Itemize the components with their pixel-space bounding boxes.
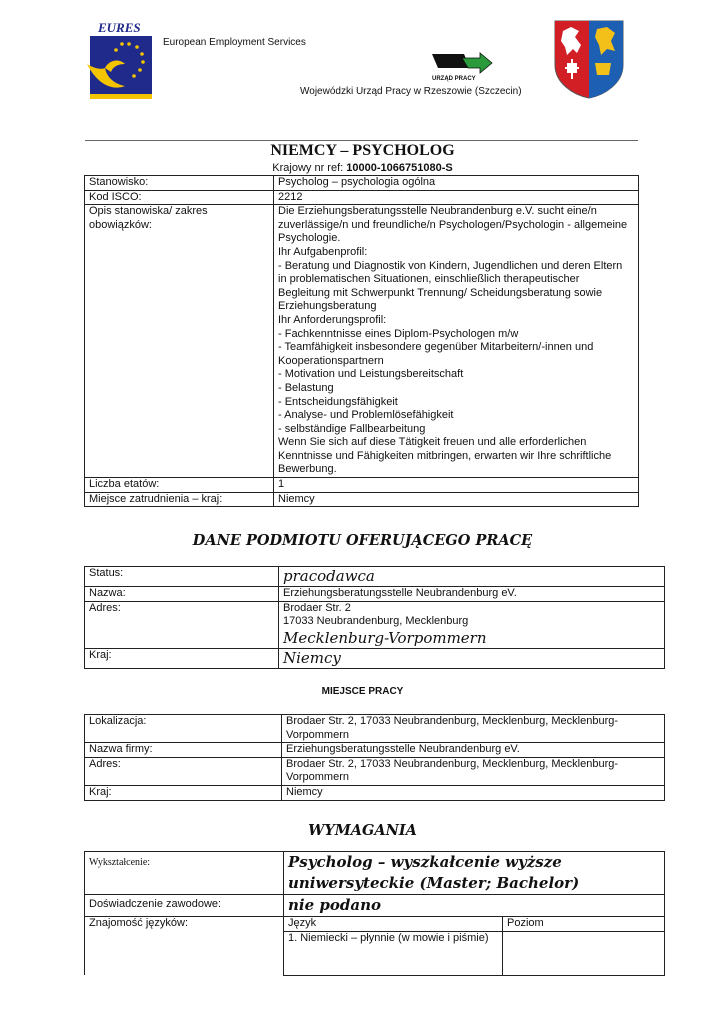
urzad-logo-text: URZĄD PRACY xyxy=(432,76,476,82)
requirements-heading: WYMAGANIA xyxy=(308,822,417,839)
label-cell: Kod ISCO: xyxy=(85,190,274,205)
description-line: - Teamfähigkeit insbesondere gegenüber Mitarbeitern/-innen und xyxy=(278,341,594,354)
workplace-heading: MIEJSCE PRACY xyxy=(321,686,404,697)
value-cell: Niemcy xyxy=(274,492,639,507)
description-line: Wenn Sie sich auf diese Tätigkeit freuen und alle erforderlichen xyxy=(278,436,587,449)
value-cell: Niemcy xyxy=(282,785,665,800)
label-cell: Stanowisko: xyxy=(85,176,274,191)
label-cell: Doświadczenie zawodowe: xyxy=(85,895,284,917)
description-cell xyxy=(274,205,639,478)
address-region: Mecklenburg-Vorpommern xyxy=(283,628,487,647)
office-name: Wojewódzki Urząd Pracy w Rzeszowie (Szczecin) xyxy=(300,86,522,97)
employer-table xyxy=(84,566,665,669)
table-row xyxy=(85,895,665,917)
description-line: - Belastung xyxy=(278,381,334,394)
description-line: Erziehungsberatung xyxy=(278,300,377,313)
label-cell: Znajomość języków: xyxy=(85,917,284,976)
description-line: in problematischen Situationen, einschließlich therapeutischer xyxy=(278,273,580,286)
header-divider xyxy=(85,140,638,141)
value-cell: 2212 xyxy=(274,190,639,205)
table-row xyxy=(85,648,665,668)
value-cell: Brodaer Str. 2, 17033 Neubrandenburg, Mecklenburg, Mecklenburg-Vorpommern xyxy=(282,715,665,743)
table-row xyxy=(85,917,665,932)
language-column-header: Język xyxy=(284,917,503,932)
table-row xyxy=(85,785,665,800)
label-cell: Kraj: xyxy=(85,648,279,668)
table-row xyxy=(85,176,639,191)
description-label-line: obowiązków: xyxy=(89,218,152,231)
description-label-line: Opis stanowiska/ zakres xyxy=(89,205,208,218)
table-row xyxy=(85,743,665,758)
description-line: Kooperationspartnern xyxy=(278,354,384,367)
coat-of-arms xyxy=(553,19,625,99)
table-row xyxy=(85,205,639,478)
table-row xyxy=(85,757,665,785)
value-cell: Brodaer Str. 2, 17033 Neubrandenburg, Mecklenburg, Mecklenburg-Vorpommern xyxy=(282,757,665,785)
urzad-pracy-logo xyxy=(428,50,494,86)
eures-tagline: European Employment Services xyxy=(163,37,306,48)
level-column-header: Poziom xyxy=(503,917,665,932)
label-cell: Nazwa: xyxy=(85,587,279,602)
label-cell: Miejsce zatrudnienia – kraj: xyxy=(85,492,274,507)
table-row xyxy=(85,601,665,648)
description-line: - Fachkenntnisse eines Diplom-Psychologen m/w xyxy=(278,327,519,340)
table-row xyxy=(85,587,665,602)
language-cell: 1. Niemiecki – płynnie (w mowie i piśmie) xyxy=(284,931,503,975)
address-line: 17033 Neubrandenburg, Mecklenburg xyxy=(283,615,469,628)
label-cell: Kraj: xyxy=(85,785,282,800)
description-line: Ihr Aufgabenprofil: xyxy=(278,245,368,258)
description-line: - selbständige Fallbearbeitung xyxy=(278,422,426,435)
eures-logo xyxy=(85,20,155,100)
description-line: Kenntnisse und Fähigkeiten mitbringen, erwarten wir Ihre schriftliche xyxy=(278,449,612,462)
employer-heading: DANE PODMIOTU OFERUJĄCEGO PRACĘ xyxy=(192,532,533,549)
table-row xyxy=(85,492,639,507)
education-value: Psycholog – wyszkałcenie wyższe uniwersyteckie (Master; Bachelor) xyxy=(284,852,665,895)
value-cell: Erziehungsberatungsstelle Neubrandenburg eV. xyxy=(282,743,665,758)
description-line: zuverlässige/n und freundliche/n Psychologen/Psychologin - allgemeine xyxy=(278,218,628,231)
label-cell: Status: xyxy=(85,567,279,587)
address-line: Brodaer Str. 2 xyxy=(283,601,351,614)
workplace-table xyxy=(84,714,665,801)
ref-value: 10000-1066751080-S xyxy=(346,162,453,174)
description-line: Begleitung mit Schwerpunkt Trennung/ Scheidungsberatung sowie xyxy=(278,286,603,299)
description-line: Ihr Anforderungsprofil: xyxy=(278,313,387,326)
page-title: NIEMCY – PSYCHOLOG xyxy=(270,142,455,159)
table-row xyxy=(85,190,639,205)
country-value: Niemcy xyxy=(279,648,665,668)
table-row xyxy=(85,567,665,587)
value-cell: Erziehungsberatungsstelle Neubrandenburg eV. xyxy=(279,587,665,602)
job-table xyxy=(84,175,639,507)
reference-number xyxy=(0,162,725,174)
level-cell xyxy=(503,931,665,975)
description-line: Die Erziehungsberatungsstelle Neubrandenburg e.V. sucht eine/n xyxy=(278,205,597,218)
requirements-table xyxy=(84,851,665,976)
description-line: - Entscheidungsfähigkeit xyxy=(278,395,398,408)
address-cell xyxy=(279,601,665,648)
table-row xyxy=(85,478,639,493)
status-value: pracodawca xyxy=(279,567,665,587)
label-cell: Lokalizacja: xyxy=(85,715,282,743)
description-label-cell xyxy=(85,205,274,478)
label-cell: Liczba etatów: xyxy=(85,478,274,493)
label-cell: Wykształcenie: xyxy=(85,852,284,895)
eures-logo-text: EURES xyxy=(98,20,141,35)
experience-value: nie podano xyxy=(284,895,665,917)
label-cell: Adres: xyxy=(85,601,279,648)
description-line: - Motivation und Leistungsbereitschaft xyxy=(278,368,464,381)
description-line: - Analyse- und Problemlösefähigkeit xyxy=(278,409,454,422)
description-line: Psychologie. xyxy=(278,232,341,245)
description-line: - Beratung und Diagnostik von Kindern, Jugendlichen und deren Eltern xyxy=(278,259,623,272)
label-cell: Adres: xyxy=(85,757,282,785)
description-line: Bewerbung. xyxy=(278,463,337,476)
ref-label: Krajowy nr ref: xyxy=(272,162,344,174)
value-cell: Psycholog – psychologia ogólna xyxy=(274,176,639,191)
value-cell: 1 xyxy=(274,478,639,493)
label-cell: Nazwa firmy: xyxy=(85,743,282,758)
table-row xyxy=(85,852,665,895)
table-row xyxy=(85,715,665,743)
